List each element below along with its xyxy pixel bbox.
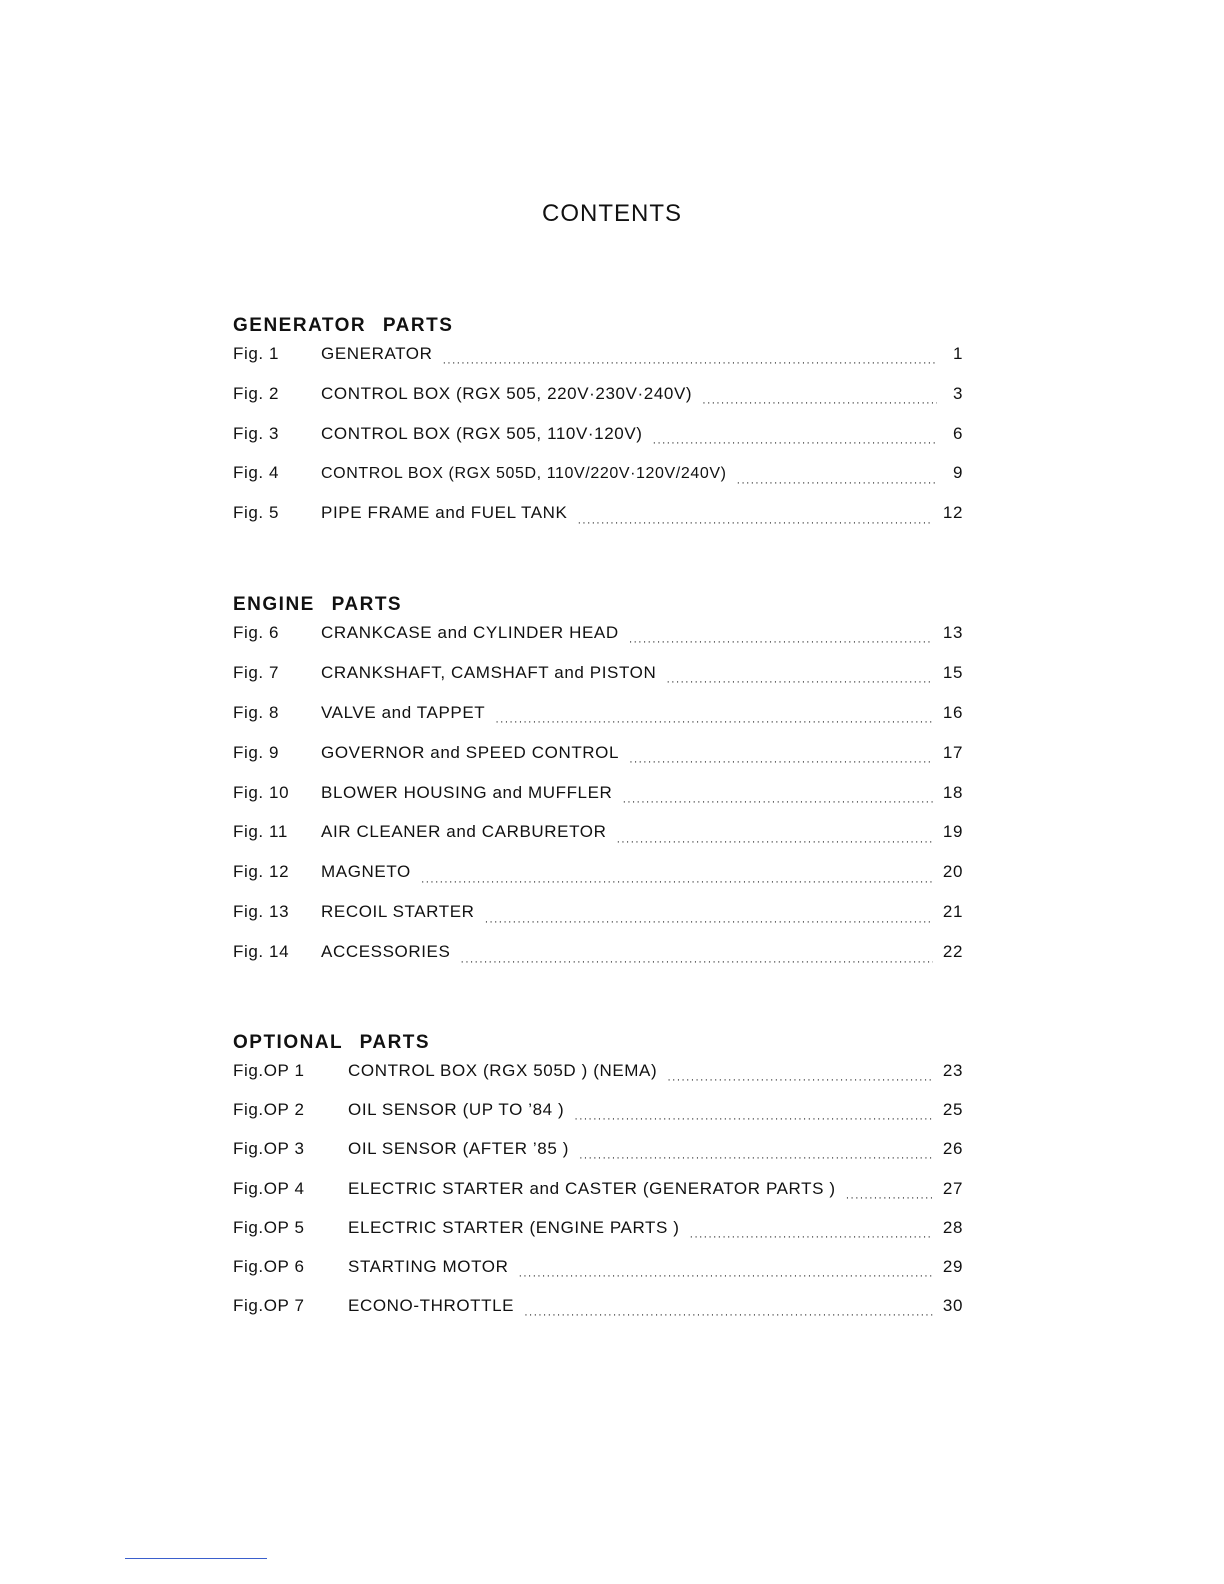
entry-title: STARTING MOTOR: [348, 1256, 509, 1276]
fig-label: Fig. 3: [233, 423, 280, 443]
toc-entry[interactable]: [233, 703, 963, 743]
fig-label: Fig. 1: [233, 344, 280, 363]
dot-leader: [629, 757, 933, 768]
section-generator-parts: [233, 308, 963, 543]
toc-entry[interactable]: [233, 1139, 963, 1178]
page-number: 23: [942, 1061, 963, 1080]
toc-entry[interactable]: [233, 942, 963, 982]
toc-entry[interactable]: [233, 1257, 963, 1296]
page-number: 3: [952, 383, 963, 403]
dot-leader: [666, 677, 933, 688]
dot-leader: [702, 398, 937, 409]
dot-leader: [421, 877, 933, 888]
section-engine-parts: [233, 587, 963, 982]
fig-label: Fig. 13: [233, 902, 290, 922]
toc-entry[interactable]: [233, 344, 963, 384]
toc-entry[interactable]: [233, 463, 963, 503]
page-number: 20: [942, 862, 963, 882]
page-number: 19: [942, 822, 963, 842]
section-heading: OPTIONAL PARTS: [233, 1032, 431, 1053]
dot-leader: [690, 1232, 933, 1243]
entry-title: ECONO-THROTTLE: [348, 1296, 515, 1316]
entry-title: CONTROL BOX (RGX 505D, 110V/220V·120V/240V): [321, 465, 727, 483]
entry-title: BLOWER HOUSING and MUFFLER: [321, 782, 613, 802]
fig-label: Fig. 9: [233, 742, 280, 762]
entry-title: MAGNETO: [321, 862, 411, 882]
entry-title: CONTROL BOX (RGX 505, 220V·230V·240V): [321, 383, 693, 403]
dot-leader: [579, 1153, 933, 1164]
dot-leader: [846, 1193, 933, 1204]
entry-title: AIR CLEANER and CARBURETOR: [321, 822, 607, 842]
dot-leader: [667, 1075, 933, 1086]
dot-leader: [653, 438, 937, 449]
page-number: 1: [952, 344, 963, 363]
section-heading: GENERATOR PARTS: [233, 315, 454, 336]
entry-title: VALVE and TAPPET: [321, 702, 486, 722]
dot-leader: [518, 1271, 932, 1282]
fig-label: Fig. 2: [233, 383, 280, 403]
toc-entry[interactable]: [233, 663, 963, 703]
dot-leader: [622, 797, 932, 808]
fig-label: Fig. 4: [233, 463, 280, 483]
page-number: 17: [942, 742, 963, 762]
footer-link-underline: [125, 1558, 267, 1559]
entry-title: CONTROL BOX (RGX 505D ) (NEMA): [348, 1061, 658, 1080]
dot-leader: [443, 358, 937, 369]
page-number: 6: [952, 423, 963, 443]
entry-title: CRANKCASE and CYLINDER HEAD: [321, 623, 619, 642]
toc-entry[interactable]: [233, 902, 963, 942]
page-number: 12: [942, 503, 963, 523]
entry-title: ELECTRIC STARTER (ENGINE PARTS ): [348, 1217, 680, 1237]
dot-leader: [574, 1114, 933, 1125]
dot-leader: [737, 478, 937, 489]
fig-label: Fig.OP 6: [233, 1256, 305, 1276]
page-number: 27: [942, 1178, 963, 1198]
toc-entry[interactable]: [233, 1218, 963, 1257]
page-number: 25: [942, 1100, 963, 1120]
fig-label: Fig.OP 3: [233, 1139, 305, 1159]
dot-leader: [485, 917, 933, 928]
dot-leader: [616, 837, 932, 848]
entry-title: OIL SENSOR (UP TO ’84 ): [348, 1100, 565, 1120]
toc-entry[interactable]: [233, 783, 963, 823]
toc-entry[interactable]: [233, 822, 963, 862]
entry-title: CONTROL BOX (RGX 505, 110V·120V): [321, 423, 643, 443]
toc-entry[interactable]: [233, 503, 963, 543]
page-number: 13: [942, 623, 963, 642]
toc-entry[interactable]: [233, 1179, 963, 1218]
toc-entry[interactable]: [233, 384, 963, 424]
page-number: 28: [942, 1217, 963, 1237]
fig-label: Fig.OP 1: [233, 1061, 305, 1080]
entry-title: ACCESSORIES: [321, 942, 451, 962]
fig-label: Fig. 12: [233, 862, 290, 882]
dot-leader: [629, 637, 933, 648]
section-optional-parts: [233, 1025, 963, 1335]
dot-leader: [578, 518, 933, 529]
toc-entry[interactable]: [233, 1296, 963, 1335]
page-number: 30: [942, 1296, 963, 1316]
fig-label: Fig. 11: [233, 822, 288, 842]
dot-leader: [460, 957, 932, 968]
entry-title: GOVERNOR and SPEED CONTROL: [321, 742, 620, 762]
toc-entry[interactable]: [233, 424, 963, 464]
fig-label: Fig.OP 4: [233, 1178, 305, 1198]
fig-label: Fig.OP 5: [233, 1217, 305, 1237]
page-title: CONTENTS: [542, 200, 682, 227]
page-number: 18: [942, 782, 963, 802]
page-number: 9: [952, 463, 963, 483]
section-heading: ENGINE PARTS: [233, 594, 403, 615]
entry-title: PIPE FRAME and FUEL TANK: [321, 503, 568, 523]
dot-leader: [524, 1310, 933, 1321]
fig-label: Fig. 7: [233, 662, 280, 682]
page-number: 15: [942, 662, 963, 682]
page-number: 21: [942, 902, 963, 922]
page-number: 16: [942, 702, 963, 722]
page-number: 29: [942, 1256, 963, 1276]
page-number: 26: [942, 1139, 963, 1159]
entry-title: ELECTRIC STARTER and CASTER (GENERATOR PARTS ): [348, 1178, 836, 1198]
entry-title: OIL SENSOR (AFTER ’85 ): [348, 1139, 569, 1159]
fig-label: Fig. 8: [233, 702, 280, 722]
fig-label: Fig.OP 2: [233, 1100, 305, 1120]
fig-label: Fig. 10: [233, 782, 290, 802]
toc-entry[interactable]: [233, 1061, 963, 1100]
toc-entry[interactable]: [233, 743, 963, 783]
toc-entry[interactable]: [233, 1100, 963, 1139]
entry-title: CRANKSHAFT, CAMSHAFT and PISTON: [321, 662, 657, 682]
entry-title: GENERATOR: [321, 344, 433, 363]
fig-label: Fig. 14: [233, 942, 290, 962]
entry-title: RECOIL STARTER: [321, 902, 475, 922]
dot-leader: [495, 717, 933, 728]
page-number: 22: [942, 942, 963, 962]
fig-label: Fig.OP 7: [233, 1296, 305, 1316]
toc-entry[interactable]: [233, 862, 963, 902]
fig-label: Fig. 5: [233, 503, 280, 523]
fig-label: Fig. 6: [233, 623, 280, 642]
toc-entry[interactable]: [233, 623, 963, 663]
